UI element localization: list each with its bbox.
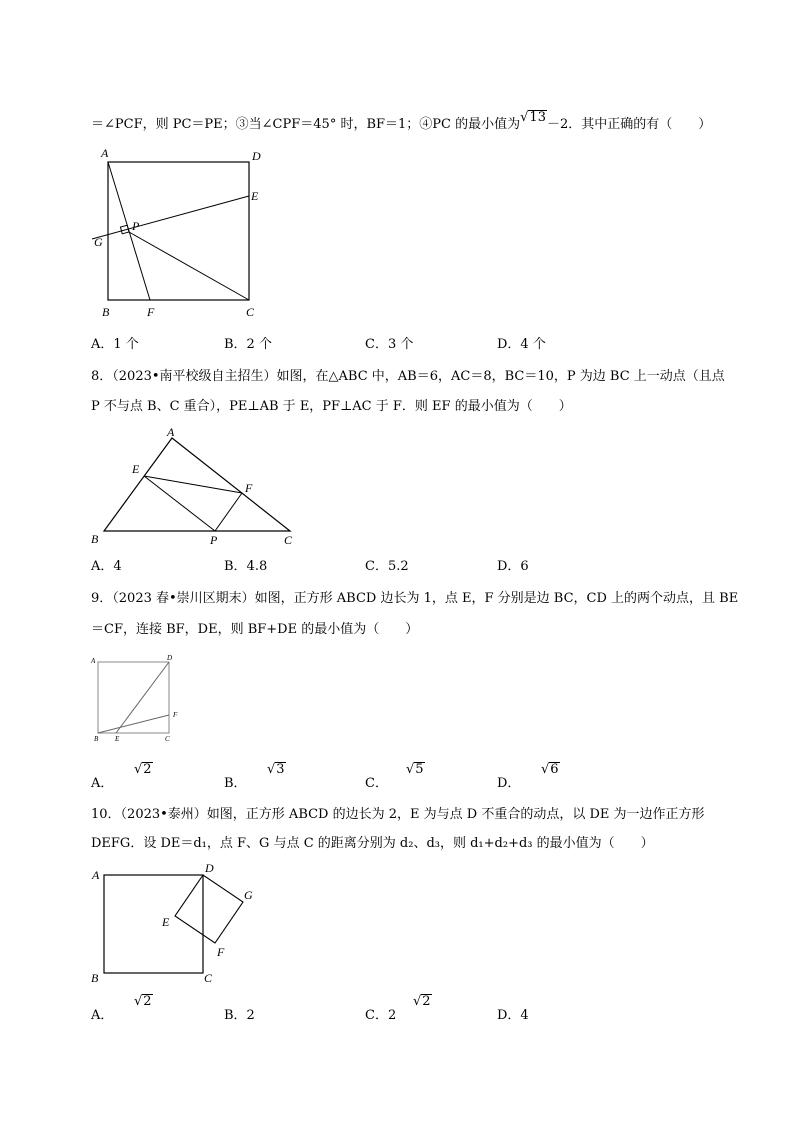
q7-label-a: A	[101, 146, 109, 160]
q8-option-d[interactable]: D．6	[497, 559, 529, 574]
q9-label-c: C	[165, 735, 170, 743]
q7-label-g: G	[94, 235, 103, 249]
q10-line-2: DEFG．设 DE＝d₁，点 F、G 与点 C 的距离分别为 d₂、d₃，则 d₁+d₂+d₃ 的最小值为（ ）	[91, 836, 654, 851]
q9-line-1: 9．（2023 春•崇川区期末）如图，正方形 ABCD 边长为 1，点 E，F 分别是边 BC，CD 上的两个动点，且 BE	[91, 591, 739, 606]
q9-line-2: ＝CF，连接 BF，DE，则 BF+DE 的最小值为（ ）	[91, 622, 419, 637]
q8-label-f: F	[245, 481, 253, 495]
q10-label-g: G	[244, 888, 253, 902]
q8-label-e: E	[132, 462, 140, 476]
q9-option-a-sqrt: √2	[134, 762, 152, 777]
q8-label-c: C	[284, 533, 293, 547]
q10-label-f: F	[217, 945, 225, 959]
q9-label-f: F	[173, 711, 178, 719]
q10-label-a: A	[92, 868, 100, 882]
q7-option-a[interactable]: A．1 个	[91, 337, 139, 352]
q9-label-d: D	[167, 654, 173, 662]
q9-figure	[88, 652, 188, 747]
q7-label-p: P	[132, 219, 140, 233]
q8-figure	[88, 424, 308, 547]
q9-option-a-letter[interactable]: A．	[91, 776, 114, 791]
q7-option-b[interactable]: B．2 个	[224, 337, 272, 352]
q7-label-f: F	[147, 305, 155, 319]
q9-option-d-letter[interactable]: D．	[497, 776, 521, 791]
q8-label-b: B	[91, 532, 99, 546]
q9-option-c-letter[interactable]: C．	[365, 776, 388, 791]
q8-label-p: P	[210, 533, 218, 547]
q8-label-a: A	[167, 425, 175, 439]
q8-line-1: 8．（2023•南平校级自主招生）如图，在△ABC 中，AB＝6，AC＝8，BC＝10，P 为边 BC 上一动点（且点	[91, 369, 725, 384]
q7-text-line	[91, 110, 712, 134]
q8-option-a[interactable]: A．4	[91, 559, 122, 574]
q9-label-b: B	[94, 735, 99, 743]
q10-line-1: 10．（2023•泰州）如图，正方形 ABCD 的边长为 2，E 为与点 D 不重合的动点，以 DE 为一边作正方形	[91, 807, 705, 822]
q7-label-c: C	[246, 305, 255, 319]
q7-option-c[interactable]: C．3 个	[365, 337, 414, 352]
q9-label-e: E	[115, 735, 120, 743]
q7-tail-end: －2．其中正确的有（ ）	[546, 117, 712, 132]
q10-label-c: C	[204, 971, 213, 985]
q9-label-a: A	[91, 657, 96, 665]
q8-option-b[interactable]: B．4.8	[224, 559, 268, 574]
q10-option-b[interactable]: B．2	[224, 1008, 255, 1023]
q8-line-2: P 不与点 B、C 重合），PE⊥AB 于 E，PF⊥AC 于 F．则 EF 的最小值为（ ）	[91, 399, 572, 414]
q7-label-e: E	[251, 189, 259, 203]
q7-label-b: B	[102, 305, 110, 319]
q7-tail-text: ＝∠PCF，则 PC＝PE；③当∠CPF＝45° 时，BF＝1；④PC 的最小值为	[91, 117, 521, 132]
q10-option-a-letter[interactable]: A．	[91, 1008, 114, 1023]
q10-label-e: E	[162, 915, 170, 929]
q10-label-b: B	[91, 971, 99, 985]
q9-option-b-letter[interactable]: B．	[224, 776, 247, 791]
q10-option-c-sqrt: √2	[413, 994, 431, 1009]
q10-label-d: D	[205, 861, 214, 875]
q10-option-c-letter[interactable]: C．2	[365, 1008, 397, 1023]
q7-option-d[interactable]: D．4 个	[497, 337, 546, 352]
sqrt-13: √13	[520, 110, 546, 125]
q8-option-c[interactable]: C．5.2	[365, 559, 409, 574]
q9-option-b-sqrt: √3	[267, 762, 285, 777]
q9-option-d-sqrt: √6	[541, 762, 559, 777]
q7-figure	[88, 146, 268, 319]
q10-figure	[88, 860, 268, 990]
q10-option-d[interactable]: D．4	[497, 1008, 529, 1023]
q7-label-d: D	[252, 149, 261, 163]
q10-option-a-sqrt: √2	[134, 994, 152, 1009]
q9-option-c-sqrt: √5	[406, 762, 424, 777]
